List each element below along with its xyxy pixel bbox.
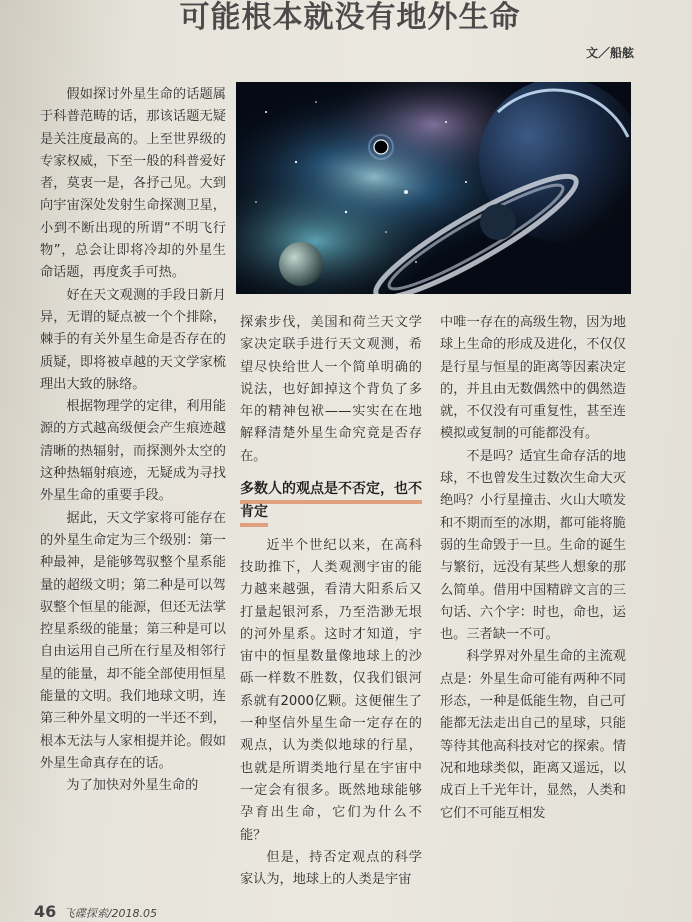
page-number: 46 <box>34 902 57 921</box>
column-middle <box>240 312 422 891</box>
paragraph-3: 根据物理学的定律，利用能源的方式越高级便会产生痕迹越清晰的热辐射，而探测外太空的这种热辐射痕迹，无疑成为寻找外星生命的重要手段。 <box>40 399 226 504</box>
article-title: 可能根本就没有地外生命 <box>179 0 521 35</box>
paragraph-2: 好在天文观测的手段日新月异，无谓的疑点被一个个排除，棘手的有关外星生命是否存在的质疑，即将被卓越的天文学家梳理出大致的脉络。 <box>40 287 226 392</box>
paragraph-6: 探索步伐，美国和荷兰天文学家决定联手进行天文观测，希望尽快给世人一个简单明确的说法，也好卸掉这个背负了多年的精神包袱——实实在在地解释清楚外星生命究竟是否存在。 <box>240 315 422 464</box>
paragraph-10: 不是吗？适宜生命存活的地球，不也曾发生过数次生命大灭绝吗？小行星撞击、火山大喷发和不期而至的冰期，都可能将脆弱的生命毁于一旦。生命的诞生与繁衍，远没有某些人想象的那么简单。借用中国精辟文言的三句话、六个字：时也，命也，运也。三者缺一不可。 <box>440 448 626 643</box>
paragraph-9: 中唯一存在的高级生物，因为地球上生命的形成及进化，不仅仅是行星与恒星的距离等因素决定的，并且由无数偶然中的偶然造就，不仅没有可重复性，甚至连模拟或复制的可能都没有。 <box>440 315 626 442</box>
paragraph-7: 近半个世纪以来，在高科技助推下，人类观测宇宙的能力越来越强，看清大阳系后又打量起银河系，乃至浩渺无垠的河外星系。这时才知道，宇宙中的恒星数量像地球上的沙砾一样数不胜数，仅我们银河系就有2000亿颗。这便催生了一种坚信外星生命一定存在的观点，认为类似地球的行星，也就是所谓类地行星在宇宙中一定会有很多。既然地球能够孕育出生命，它们为什么不能？ <box>240 537 422 843</box>
paragraph-4: 据此，天文学家将可能存在的外星生命定为三个级别：第一种最神，是能够驾驭整个星系能量的超级文明；第二种是可以驾驭整个恒星的能源，但还无法掌控星系级的能量；第三种是可以自由运用自己所在行星及相邻行星的能量，却不能全部使用恒星能量的文明。我们地球文明，连第三种外星文明的一半还不到，根本无法与人家相提并论。假如外星生命真存在的话。 <box>40 510 226 771</box>
magazine-issue: 飞碟探索/2018.05 <box>63 907 157 920</box>
section-subheading: 多数人的观点是不否定，也不肯定 <box>240 481 422 527</box>
author-byline: 文／船舷 <box>585 46 634 60</box>
page-footer <box>34 902 157 921</box>
space-illustration <box>236 82 631 294</box>
paragraph-5: 为了加快对外星生命的 <box>66 778 199 794</box>
paragraph-8: 但是，持否定观点的科学家认为，地球上的人类是宇宙 <box>240 849 422 888</box>
column-right <box>440 312 626 825</box>
paragraph-11: 科学界对外星生命的主流观点是：外星生命可能有两种不同形态，一种是低能生物，自己可能都无法走出自己的星球，只能等待其他高科技对它的探索。情况和地球类似，距离又遥远，以成百上千光年计，显然，人类和它们不可能互相发 <box>440 649 626 821</box>
column-left <box>40 84 226 798</box>
paragraph-1: 假如探讨外星生命的话题属于科普范畴的话，那该话题无疑是关注度最高的。上至世界级的专家权威，下至一般的科普爱好者，莫衷一是，各抒己见。大到向宇宙深处发射生命探测卫星，小到不断出现的所谓“不明飞行物”，总会让即将冷却的外星生命话题，再度炙手可热。 <box>40 87 226 281</box>
